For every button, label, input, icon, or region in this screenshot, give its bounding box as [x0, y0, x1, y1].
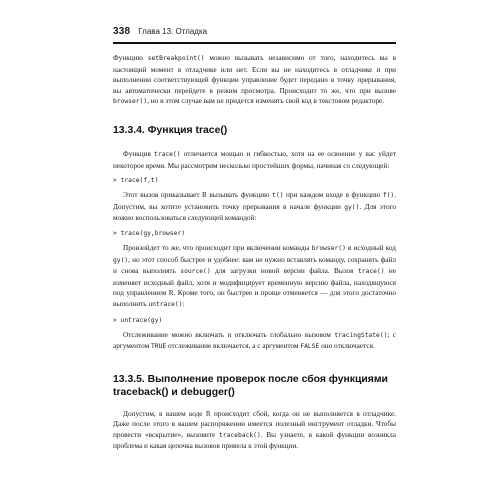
- page-content: [113, 53, 396, 452]
- text: Функцию: [113, 54, 148, 62]
- paragraph-trace-explain: [113, 190, 396, 224]
- text: для загрузки новой версии файла. Вызов: [210, 267, 358, 276]
- section-heading-traceback: 13.3.5. Выполнение проверок после сбоя функциями traceback() и debugger(): [113, 373, 388, 398]
- code-block-trace-gy: > trace(gy,browser): [113, 229, 186, 237]
- inline-code: TRUE: [151, 343, 167, 351]
- header-rule: [113, 42, 396, 44]
- text: . Вы узнаете, в какой функции возникла проблема и какая цепочка вызовов привела к этой функции.: [113, 430, 396, 451]
- text: оно отключается.: [319, 342, 375, 351]
- text: отслеживание включается, а с аргументом: [166, 342, 301, 351]
- chapter-title: Глава 13. Отладка: [138, 27, 208, 36]
- inline-code: trace(): [357, 268, 385, 276]
- text: . Допустим, вы хотите установить точку прерывания в начале функции: [113, 191, 397, 211]
- text: , но этот способ быстрее и удобнее: вам не нужно вставлять команду, сохранять файл и снова выполнять: [113, 255, 396, 276]
- paragraph-trace-benefits: [113, 243, 396, 311]
- paragraph-trace-intro: [113, 149, 396, 171]
- text: Отслеживание можно включать и отключать глобально вызовом: [123, 330, 335, 339]
- inline-code: traceback(): [219, 431, 261, 439]
- text: Произойдет то же, что происходит при включении команды: [123, 243, 312, 252]
- text: при каждом входе в функцию: [283, 191, 383, 200]
- text: в исходный код: [345, 243, 396, 252]
- inline-code: untrace(): [148, 300, 183, 308]
- text: Этот вызов приказывает R вызывать функцию: [123, 191, 273, 200]
- text: отличается мощью и гибкостью, хотя на ее освоение у вас уйдет некоторое время. Мы рассмотрим несколько простейших формы, начиная со следующей:: [113, 149, 396, 170]
- inline-code: trace(): [154, 150, 181, 158]
- inline-code: f(): [382, 192, 395, 200]
- inline-code: browser(): [311, 244, 346, 252]
- inline-code: browser(): [113, 98, 148, 106]
- text: Функция: [123, 149, 154, 158]
- inline-code: t(): [272, 192, 284, 200]
- inline-code: tracingState(): [334, 331, 388, 339]
- inline-code: setBreakpoint(): [147, 55, 205, 62]
- inline-code: gy(): [344, 203, 360, 211]
- text: не изменяет исходный файл, хотя и модифицирует временную версию файла, находящуюся под управлением R. Кроме того, он быстрее и проще отменяется — для этого достаточно выполнить: [113, 267, 396, 308]
- text: , но в этом случае вам не придется изменять свой код в текстовом редакторе.: [147, 97, 385, 106]
- text: ; с аргументом: [113, 330, 396, 351]
- inline-code: source(): [180, 268, 211, 276]
- page-header: [113, 26, 396, 37]
- inline-code: gy(): [113, 256, 129, 264]
- text: . Для этого можно воспользоваться следующей командой:: [113, 202, 396, 223]
- paragraph-tracing-state: [113, 330, 396, 353]
- paragraph-traceback: [113, 409, 396, 452]
- inline-code: FALSE: [300, 343, 320, 351]
- text: можно вызывать независимо от того, находитесь вы в настоящий момент в отладчике или нет. Если вы не находитесь в отладчике и при выполнении соответствующей функции управление будет передано в точку прерывания, вы автоматически перейдете в режим просмотра. Происходит то же, что при вызове: [113, 54, 396, 95]
- code-block-untrace: > untrace(gy): [113, 316, 163, 324]
- text: :: [182, 299, 185, 308]
- text: Допустим, в вашем коде R происходит сбой, когда он не выполняется в отладчике. Даже после этого в вашем распоряжении имеется полезный инструмент отладки. Чтобы провести «вскрытие», вызовите: [113, 409, 396, 439]
- page-number: 338: [113, 26, 131, 37]
- section-heading-trace: 13.3.4. Функция trace(): [113, 124, 228, 136]
- paragraph-set-breakpoint: [113, 53, 396, 108]
- code-block-trace-f: > trace(f,t): [113, 177, 159, 185]
